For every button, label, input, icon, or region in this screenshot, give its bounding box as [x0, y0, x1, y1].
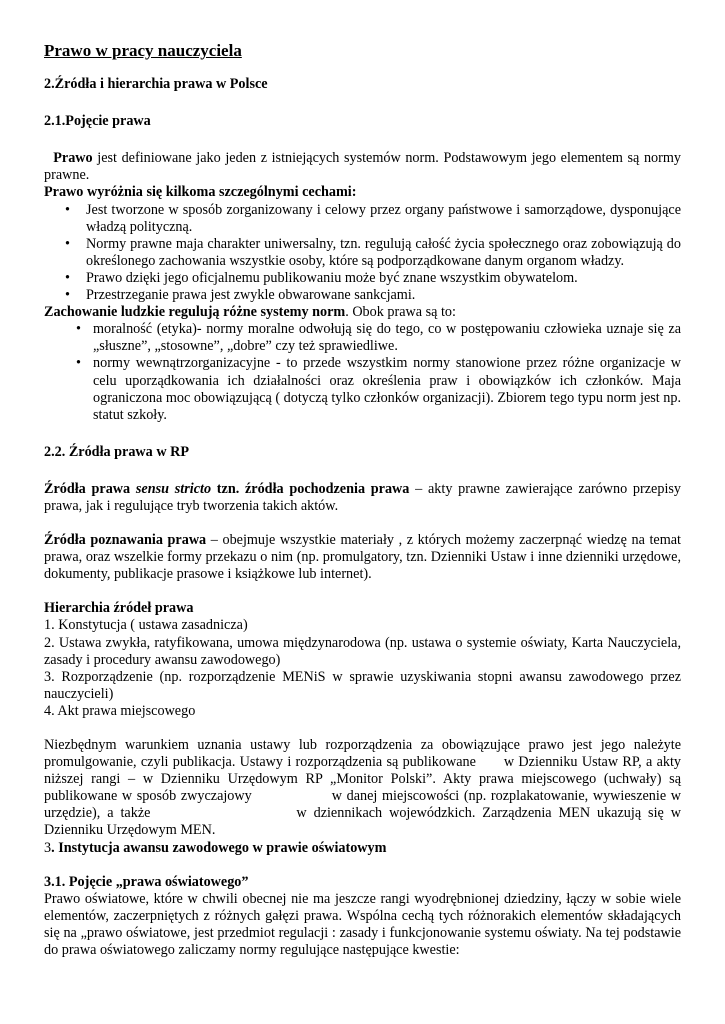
list-item: • Prawo dzięki jego oficjalnemu publikowaniu może być znane wszystkim obywatelom. — [44, 270, 681, 287]
hierarchy-heading: Hierarchia źródeł prawa — [44, 600, 194, 617]
sources-knowledge-paragraph: Źródła poznawania prawa – obejmuje wszystkie materiały , z których możemy zaczerpnąć wiedzę na temat prawa, oraz wszelkie formy przekazu o nim (np. promulgatory, tzn. Dzienniki Ustaw i inne dzienniki urzędowe, dokumenty, publikacje prasowe i książkowe lub internet). — [44, 532, 681, 583]
list-item: • Przestrzeganie prawa jest zwykle obwarowane sankcjami. — [44, 287, 681, 304]
hierarchy-item: 1. Konstytucja ( ustawa zasadnicza) — [44, 617, 248, 634]
hierarchy-item: 4. Akt prawa miejscowego — [44, 702, 196, 719]
features-list — [44, 202, 681, 305]
hierarchy-item: 3. Rozporządzenie (np. rozporządzenie MENiS w sprawie uzyskiwania stopni awansu zawodowego przez nauczycieli) — [44, 668, 681, 702]
promulgation-paragraph: Niezbędnym warunkiem uznania ustawy lub rozporządzenia za obowiązujące prawo jest jego należyte promulgowanie, czyli publikacja. Ustawy i rozporządzenia są publikowane w Dzienniku Ustaw RP, a akty niższej rangi – w Dzienniku Urzędowym RP „Monitor Polski”. Akty prawa miejscowego (uchwały) są publikowane w sposób zwyczajowy w danej miejscowości (np. rozplakatowanie, wywieszenie w urzędzie), a także w dziennikach wojewódzkich. Zarządzenia MEN ukazują się w Dzienniku Urzędowym MEN. — [44, 737, 681, 839]
list-item: • Normy prawne maja charakter uniwersalny, tzn. regulują całość życia społecznego oraz zobowiązują do określonego zachowania wszystkie osoby, które są podporządkowane danym organom władzy. — [44, 236, 681, 270]
law-term: Prawo — [53, 150, 93, 167]
section-3-heading: 3. Instytucja awansu zawodowego w prawie oświatowym — [44, 839, 387, 856]
norms-list — [44, 321, 681, 424]
hierarchy-item: 2. Ustawa zwykła, ratyfikowana, umowa międzynarodowa (np. ustawa o systemie oświaty, Karta Nauczyciela, zasady i procedury awansu zawodowego) — [44, 634, 681, 668]
section-2-1-heading: 2.1.Pojęcie prawa — [44, 113, 151, 130]
list-item: • moralność (etyka)- normy moralne odwołują się do tego, co w postępowaniu człowieka uznaje się za „słuszne”, „stosowne”, „dobre” czy też sprawiedliwe. — [44, 321, 681, 355]
norms-heading: Zachowanie ludzkie regulują różne systemy norm. Obok prawa są to: — [44, 304, 456, 321]
education-law-paragraph: Prawo oświatowe, które w chwili obecnej nie ma jeszcze rangi wyodrębnionej dziedziny, łączy w sobie wiele elementów, zaczerpniętych z różnych gałęzi prawa. Wspólna cechą tych różnorakich elementów składających się na „prawo oświatowe, jest przedmiot regulacji : zasady i funkcjonowanie systemu oświaty. Na tej podstawie do prawa oświatowego zaliczamy normy regulujące następujące kwestie: — [44, 890, 681, 959]
law-definition-paragraph: Prawo jest definiowane jako jeden z istniejących systemów norm. Podstawowym jego elementem są normy prawne. — [44, 150, 681, 184]
document-title: Prawo w pracy nauczyciela — [44, 41, 242, 60]
section-2-2-heading: 2.2. Źródła prawa w RP — [44, 443, 190, 460]
document-page — [44, 42, 681, 959]
section-3-1-heading: 3.1. Pojęcie „prawa oświatowego” — [44, 873, 249, 890]
list-item: • normy wewnątrzorganizacyjne - to przede wszystkim normy stanowione przez różne organizacje w celu uporządkowania ich działalności oraz określenia praw i obowiązków ich członków. Maja ograniczona moc obowiązującą ( dotyczą tylko członków organizacji). Zbiorem tego typu norm jest np. statut szkoły. — [44, 355, 681, 423]
features-heading: Prawo wyróżnia się kilkoma szczególnymi cechami: — [44, 184, 357, 201]
sources-origin-paragraph: Źródła prawa sensu stricto tzn. źródła pochodzenia prawa – akty prawne zawierające zarówno przepisy prawa, jak i regulujące tryb tworzenia takich aktów. — [44, 480, 681, 514]
section-2-heading: 2.Źródła i hierarchia prawa w Polsce — [44, 76, 268, 93]
list-item: • Jest tworzone w sposób zorganizowany i celowy przez organy państwowe i samorządowe, dysponujące władzą polityczną. — [44, 202, 681, 236]
